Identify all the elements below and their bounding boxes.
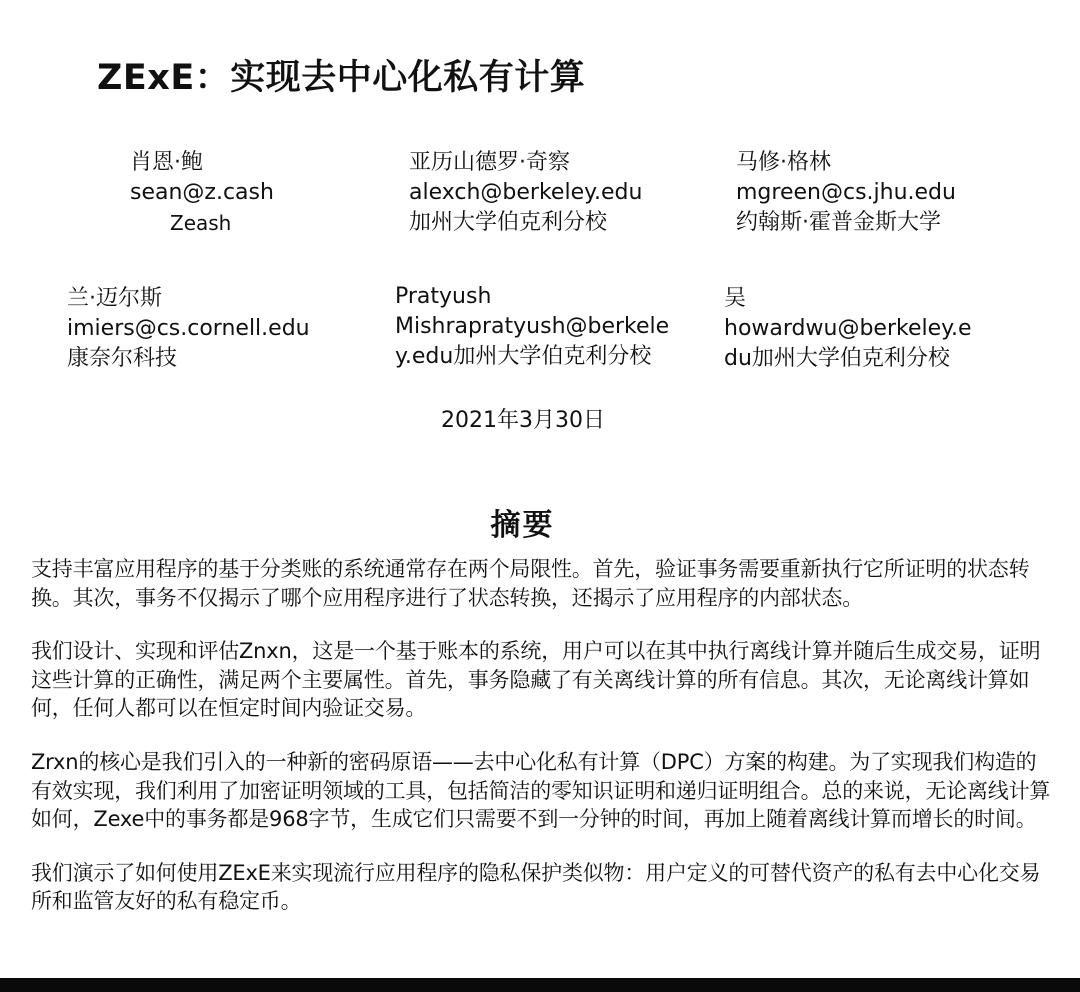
author-name: 亚历山德罗·奇察: [409, 150, 570, 175]
abstract-paragraph-2: 我们设计、实现和评估Znxn，这是一个基于账本的系统，用户可以在其中执行离线计算并随后生成交易，证明这些计算的正确性，满足两个主要属性。首先，事务隐藏了有关离线计算的所有信息。其次，无论离线计算如何，任何人都可以在恒定时间内验证交易。: [31, 639, 1041, 721]
author-email-line: howardwu@berkeley.e: [724, 316, 972, 341]
abstract-body: [31, 555, 1051, 941]
abstract-paragraph-4: 我们演示了如何使用ZExE来实现流行应用程序的隐私保护类似物：用户定义的可替代资产的私有去中心化交易所和监管友好的私有稳定币。: [31, 860, 1041, 914]
author-block-3: [736, 148, 956, 238]
author-block-6: [724, 284, 972, 374]
author-affiliation: 加州大学伯克利分校: [409, 210, 608, 235]
abstract-paragraph-3: Zrxn的核心是我们引入的一种新的密码原语——去中心化私有计算（DPC）方案的构建。为了实现我们构造的有效实现，我们利用了加密证明领域的工具，包括简洁的零知识证明和递归证明组合。总的来说，无论离线计算如何，Zexe中的事务都是968字节，生成它们只需要不到一分钟的时间，再加上随着离线计算而增长的时间。: [31, 749, 1051, 832]
author-email-line: Mishrapratyush@berkele: [395, 314, 670, 339]
author-block-4: [67, 284, 310, 374]
author-email: mgreen@cs.jhu.edu: [736, 180, 956, 205]
author-affiliation: 康奈尔科技: [67, 346, 178, 371]
author-email: sean@z.cash: [130, 180, 274, 205]
author-name: Pratyush: [395, 284, 492, 309]
abstract-heading: 摘要: [490, 508, 555, 543]
author-email-affiliation-line: du加州大学伯克利分校: [724, 346, 950, 371]
author-email-affiliation-line: y.edu加州大学伯克利分校: [395, 344, 652, 369]
author-affiliation: 约翰斯·霍普金斯大学: [736, 210, 941, 235]
bottom-edge-bar: [0, 978, 1080, 992]
author-affiliation: Zeash: [170, 211, 232, 235]
author-email: alexch@berkeley.edu: [409, 180, 643, 205]
author-block-5: [395, 282, 669, 372]
author-name: 吴: [724, 286, 747, 311]
author-name: 肖恩·鲍: [130, 150, 203, 175]
author-block-1: [130, 148, 274, 238]
author-name: 兰·迈尔斯: [67, 286, 162, 311]
author-block-2: [409, 148, 642, 238]
author-name: 马修·格林: [736, 150, 831, 175]
abstract-paragraph-1: 支持丰富应用程序的基于分类账的系统通常存在两个局限性。首先，验证事务需要重新执行它所证明的状态转换。其次，事务不仅揭示了哪个应用程序进行了状态转换，还揭示了应用程序的内部状态。: [31, 557, 1030, 610]
author-email: imiers@cs.cornell.edu: [67, 316, 310, 341]
paper-title: ZExE：实现去中心化私有计算: [97, 58, 586, 98]
publication-date: 2021年3月30日: [441, 408, 605, 433]
